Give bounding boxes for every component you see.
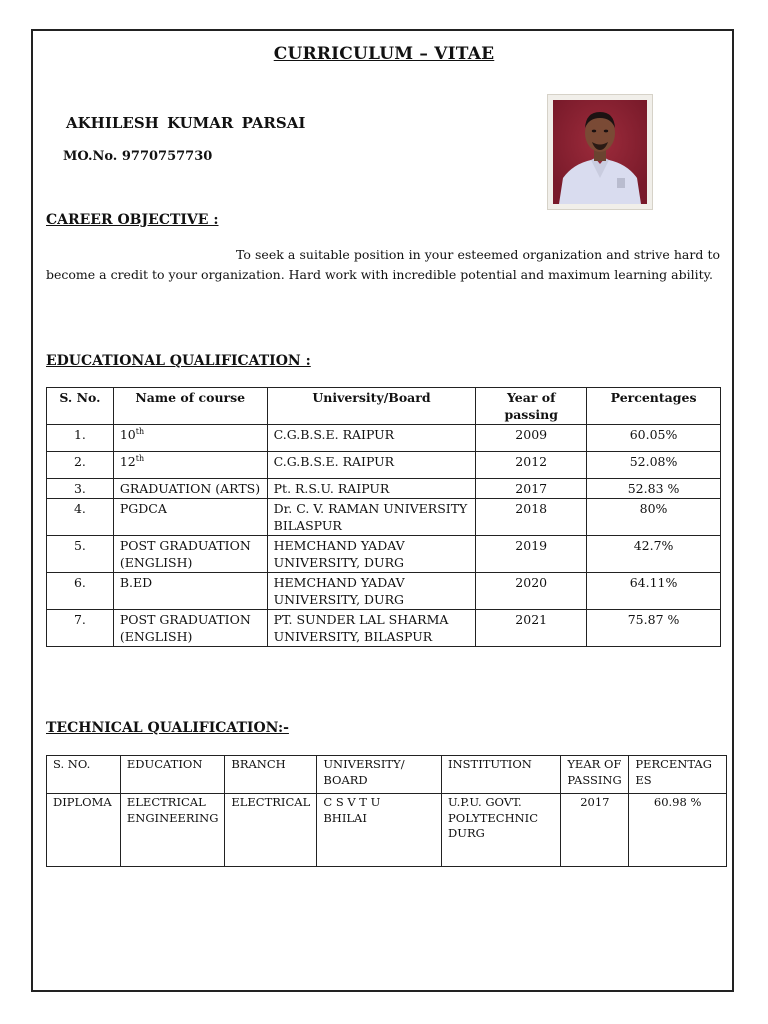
board-cell: C.G.B.S.E. RAIPUR <box>267 425 476 452</box>
educational-qualification-table <box>46 387 721 647</box>
career-objective-heading: CAREER OBJECTIVE : <box>46 212 219 228</box>
course-cell: PGDCA <box>113 499 267 536</box>
header-cell: Name of course <box>113 388 267 425</box>
board-cell: Dr. C. V. RAMAN UNIVERSITY BILASPUR <box>267 499 476 536</box>
education-cell: ELECTRICAL ENGINEERING <box>120 794 224 867</box>
mobile-number: MO.No. 9770757730 <box>63 149 213 164</box>
ordinal-suffix: th <box>135 426 145 436</box>
document-title: CURRICULUM – VITAE <box>273 44 495 64</box>
percentage-cell: 75.87 % <box>587 610 721 647</box>
year-cell: 2009 <box>476 425 587 452</box>
board-cell: C.G.B.S.E. RAIPUR <box>267 452 476 479</box>
year-cell: 2018 <box>476 499 587 536</box>
year-cell: 2021 <box>476 610 587 647</box>
percentage-cell: 52.83 % <box>587 479 721 499</box>
table-row <box>47 425 721 452</box>
qualification-cell: DIPLOMA <box>47 794 121 867</box>
board-cell: PT. SUNDER LAL SHARMA UNIVERSITY, BILASPUR <box>267 610 476 647</box>
header-cell: S. No. <box>47 388 114 425</box>
percentage-cell: 52.08% <box>587 452 721 479</box>
year-cell: 2020 <box>476 573 587 610</box>
serial-cell: 4. <box>47 499 114 536</box>
table-row <box>47 479 721 499</box>
serial-cell: 2. <box>47 452 114 479</box>
technical-qualification-table <box>46 755 727 867</box>
serial-cell: 6. <box>47 573 114 610</box>
board-cell: HEMCHAND YADAV UNIVERSITY, DURG <box>267 573 476 610</box>
header-cell: S. NO. <box>47 756 121 794</box>
course-cell <box>113 425 267 452</box>
branch-cell: ELECTRICAL <box>225 794 317 867</box>
course-text: 10 <box>119 427 136 442</box>
candidate-name: AKHILESH KUMAR PARSAI <box>66 114 306 132</box>
table-header-row <box>47 388 721 425</box>
table-row <box>47 794 727 867</box>
header-cell: Year of passing <box>476 388 587 425</box>
technical-qualification-heading: TECHNICAL QUALIFICATION:- <box>46 720 289 736</box>
course-text: 12 <box>119 454 136 469</box>
percentage-cell: 60.05% <box>587 425 721 452</box>
institution-cell: U.P.U. GOVT. POLYTECHNIC DURG <box>442 794 561 867</box>
percentage-cell: 64.11% <box>587 573 721 610</box>
educational-qualification-heading: EDUCATIONAL QUALIFICATION : <box>46 353 311 369</box>
year-cell: 2017 <box>476 479 587 499</box>
table-row <box>47 536 721 573</box>
course-cell: POST GRADUATION (ENGLISH) <box>113 536 267 573</box>
percentage-cell: 42.7% <box>587 536 721 573</box>
serial-cell: 3. <box>47 479 114 499</box>
serial-cell: 5. <box>47 536 114 573</box>
header-cell: Percentages <box>587 388 721 425</box>
header-cell: EDUCATION <box>120 756 224 794</box>
header-cell: UNIVERSITY/ BOARD <box>317 756 442 794</box>
table-row <box>47 452 721 479</box>
header-cell: YEAR OF PASSING <box>561 756 629 794</box>
course-cell: GRADUATION (ARTS) <box>113 479 267 499</box>
serial-cell: 7. <box>47 610 114 647</box>
course-cell: B.ED <box>113 573 267 610</box>
board-cell: C S V T U BHILAI <box>317 794 442 867</box>
table-row <box>47 573 721 610</box>
table-header-row <box>47 756 727 794</box>
header-cell: INSTITUTION <box>442 756 561 794</box>
percentage-cell: 80% <box>587 499 721 536</box>
header-cell: PERCENTAG ES <box>629 756 727 794</box>
serial-cell: 1. <box>47 425 114 452</box>
course-cell <box>113 452 267 479</box>
table-row <box>47 610 721 647</box>
header-cell: University/Board <box>267 388 476 425</box>
header-cell: BRANCH <box>225 756 317 794</box>
table-row <box>47 499 721 536</box>
course-cell: POST GRADUATION (ENGLISH) <box>113 610 267 647</box>
career-objective-text: To seek a suitable position in your esteemed organization and strive hard to become a credit to your organization. Hard work with incredible potential and maximum learning ability. <box>46 247 720 282</box>
board-cell: HEMCHAND YADAV UNIVERSITY, DURG <box>267 536 476 573</box>
percentage-cell: 60.98 % <box>629 794 727 867</box>
year-cell: 2019 <box>476 536 587 573</box>
passport-photo <box>547 94 653 210</box>
year-cell: 2017 <box>561 794 629 867</box>
year-cell: 2012 <box>476 452 587 479</box>
ordinal-suffix: th <box>135 453 145 463</box>
board-cell: Pt. R.S.U. RAIPUR <box>267 479 476 499</box>
person-photo-image <box>553 100 647 204</box>
